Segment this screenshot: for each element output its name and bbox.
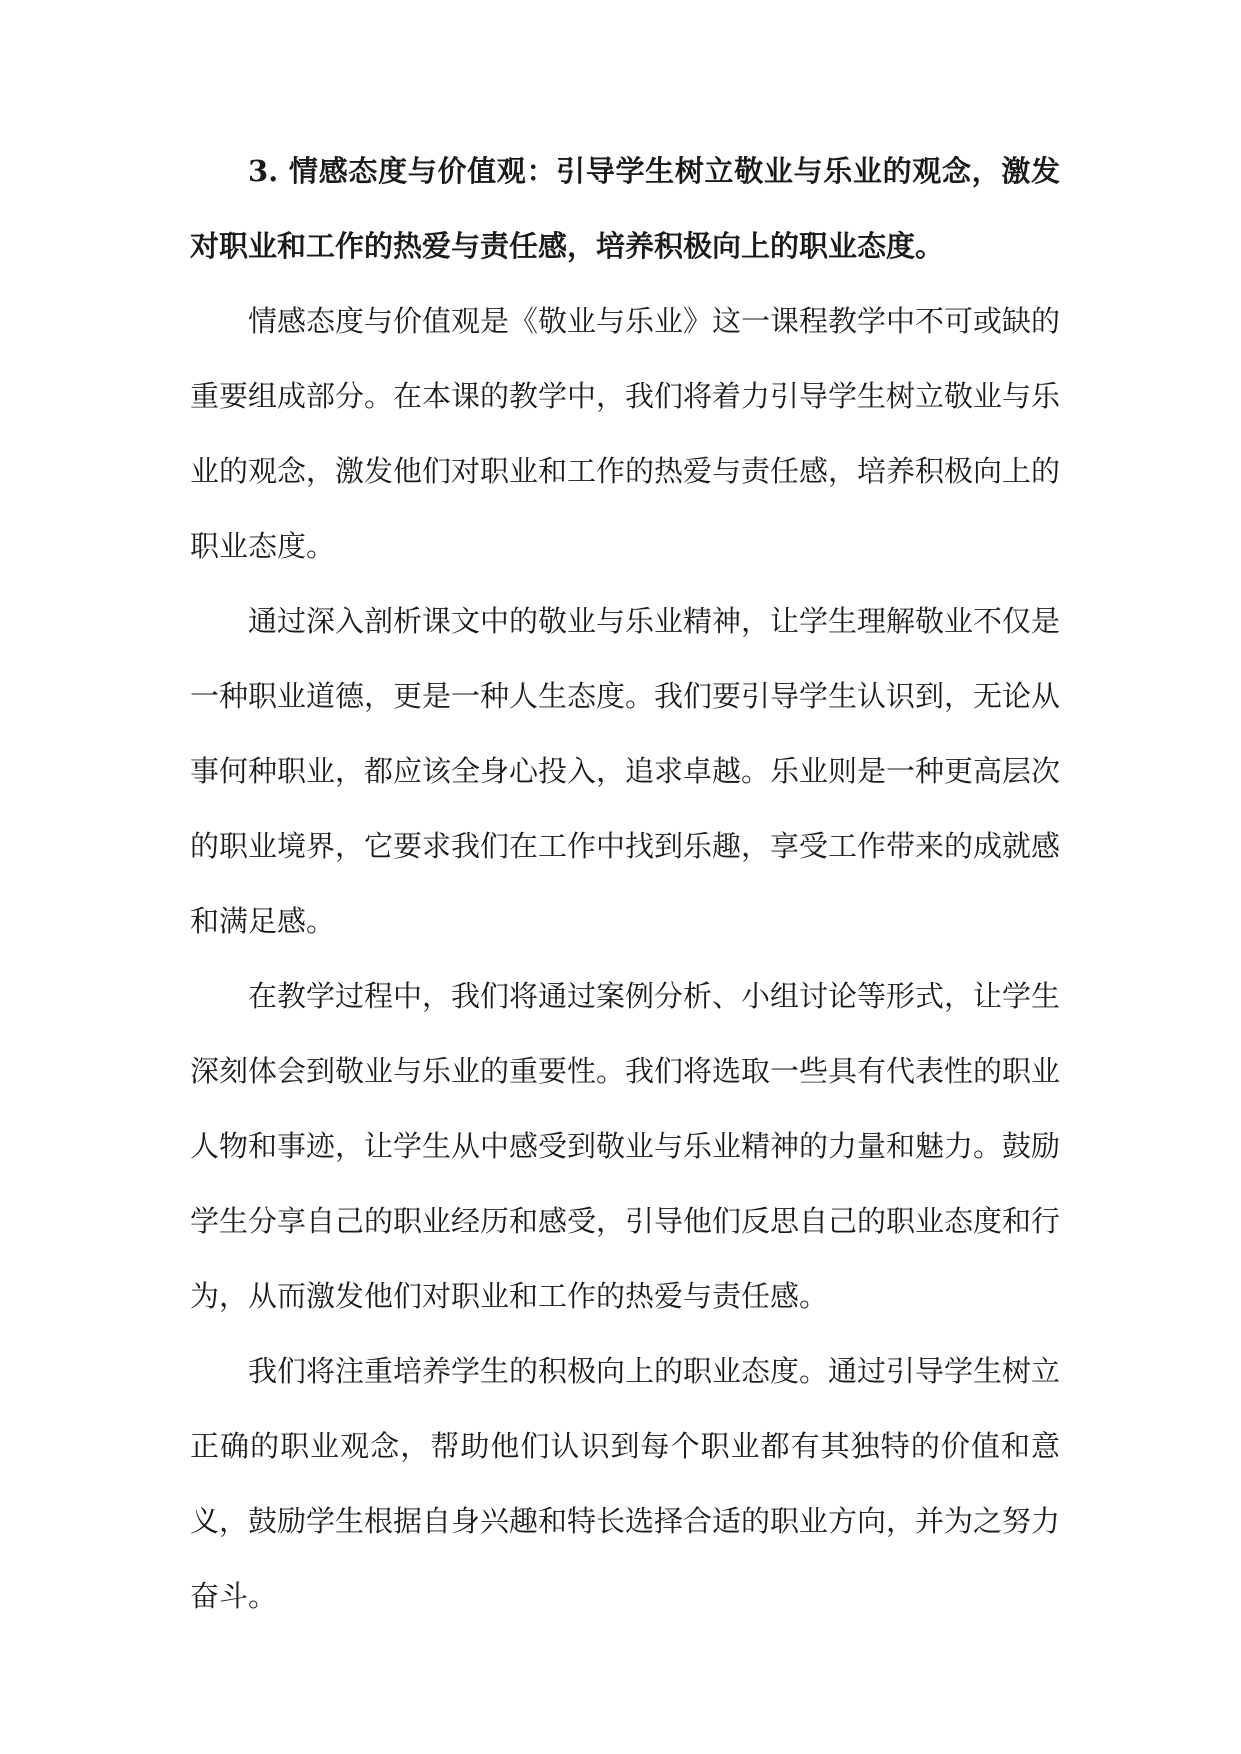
paragraph-3: 在教学过程中，我们将通过案例分析、小组讨论等形式，让学生深刻体会到敬业与乐业的重要性。我们将选取一些具有代表性的职业人物和事迹，让学生从中感受到敬业与乐业精神的力量和魅力。鼓励学生分享自己的职业经历和感受，引导他们反思自己的职业态度和行为，从而激发他们对职业和工作的热爱与责任感。	[190, 979, 1061, 1313]
paragraph-4: 我们将注重培养学生的积极向上的职业态度。通过引导学生树立正确的职业观念，帮助他们认识到每个职业都有其独特的价值和意义，鼓励学生根据自身兴趣和特长选择合适的职业方向，并为之努力奋斗。	[190, 1354, 1061, 1613]
paragraph-2: 通过深入剖析课文中的敬业与乐业精神，让学生理解敬业不仅是一种职业道德，更是一种人生态度。我们要引导学生认识到，无论从事何种职业，都应该全身心投入，追求卓越。乐业则是一种更高层次的职业境界，它要求我们在工作中找到乐趣，享受工作带来的成就感和满足感。	[190, 604, 1061, 938]
document-page	[190, 134, 1060, 1634]
section-heading: 3. 情感态度与价值观：引导学生树立敬业与乐业的观念，激发对职业和工作的热爱与责任感，培养积极向上的职业态度。	[190, 154, 1060, 263]
paragraph-1: 情感态度与价值观是《敬业与乐业》这一课程教学中不可或缺的重要组成部分。在本课的教学中，我们将着力引导学生树立敬业与乐业的观念，激发他们对职业和工作的热爱与责任感，培养积极向上的职业态度。	[190, 304, 1061, 563]
